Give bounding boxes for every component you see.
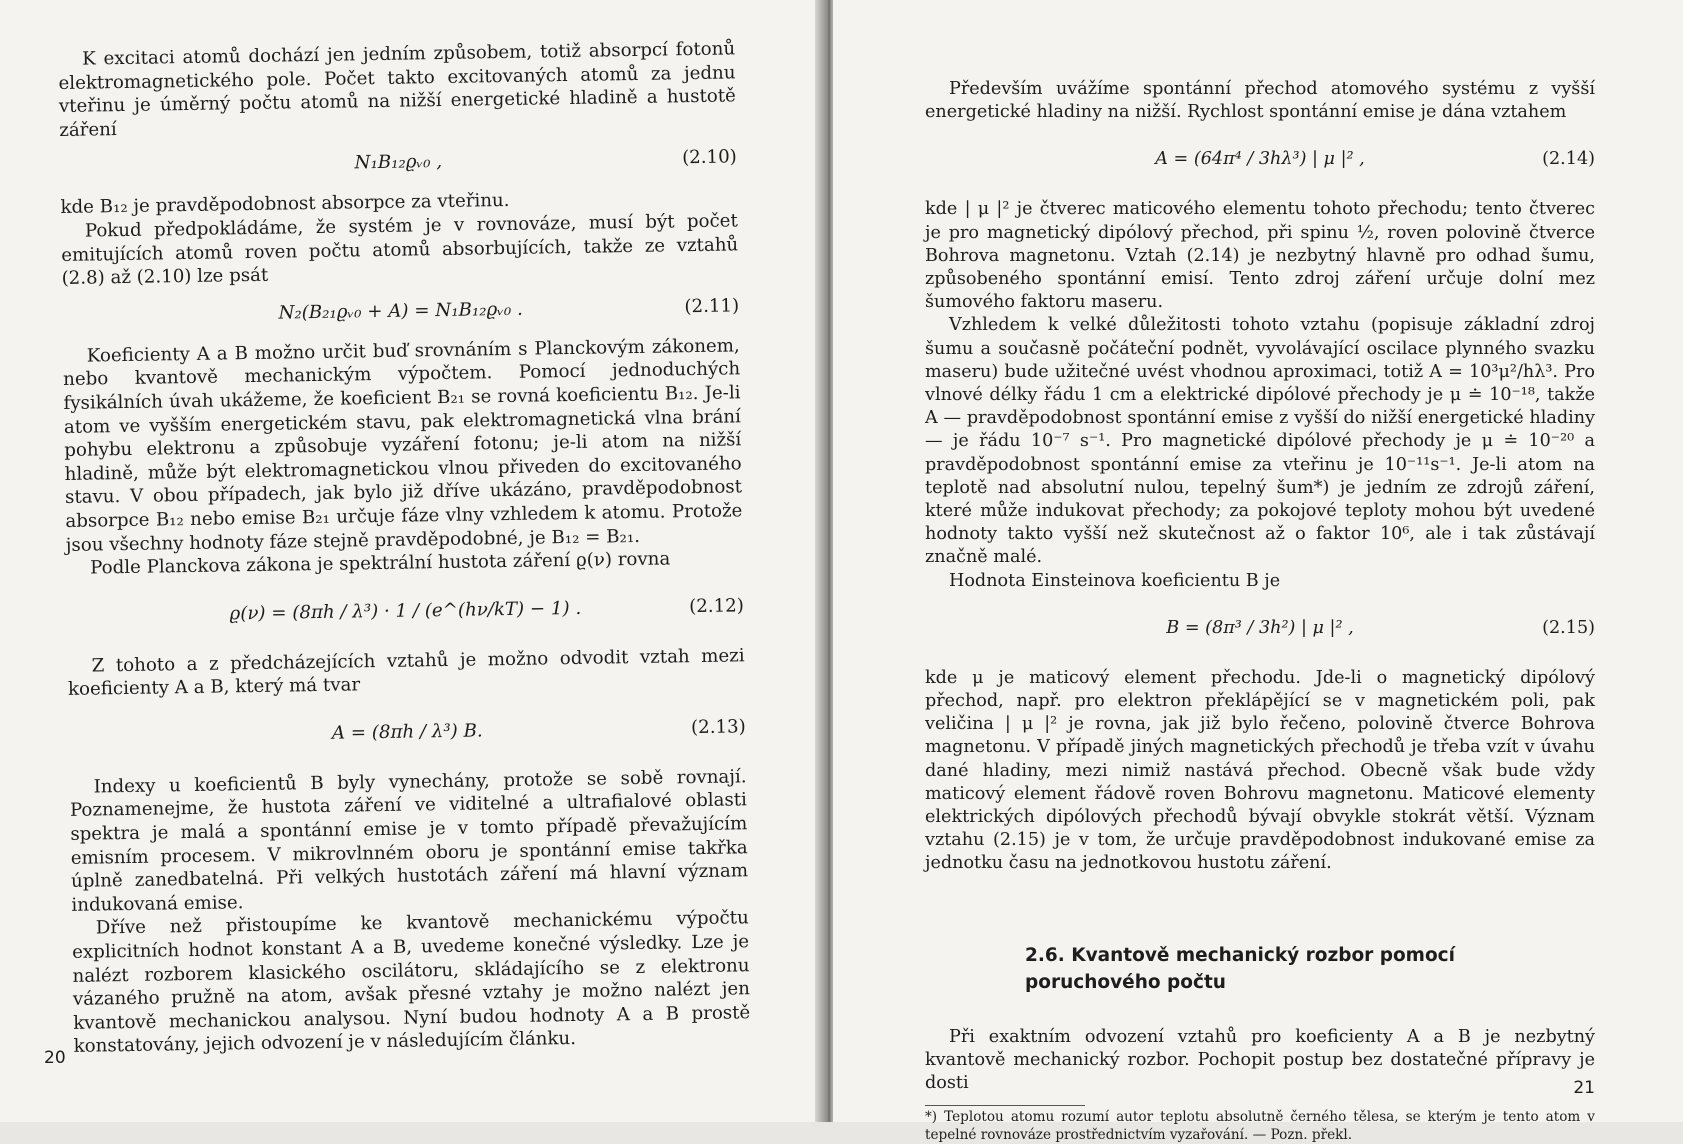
paragraph: Koeficienty A a B možno určit buď srovnáním s Planckovým zákonem, nebo kvantově mechanickým výpočtem. Pomocí jednoduchých fysikálních úvah ukážeme, že koeficient B₂₁ se rovná koeficientu B₁₂. Je-li atom ve vyšším energetickém stavu, pak elektromagnetická vlna brání pohybu elektronu a způsobuje vyzáření fotonu; je-li atom na nižší hladině, může být elektromagnetickou vlnou přiveden do excitovaného stavu. V obou případech, jak bylo již dříve ukázáno, pravděpodobnost absorpce B₁₂ nebo emise B₂₁ určuje fáze vlny vzhledem k atomu. Protože jsou všechny hodnoty fáze stejně pravděpodobné, je B₁₂ = B₂₁.: [63, 335, 743, 556]
paragraph: Dříve než přistoupíme ke kvantově mechanickému výpočtu explicitních hodnot konstant A a B, uvedeme konečné výsledky. Lze je nalézt rozborem klasického oscilátoru, skládajícího se z elektronu vázaného pružně na atom, avšak přesné vztahy je možno nalézt jen kvantově mechanickou analysou. Nyní budou hodnoty A a B prostě konstatovány, jejich odvození je v následujícím článku.: [72, 907, 751, 1058]
equation-number: (2.14): [1542, 149, 1595, 170]
paragraph: Indexy u koeficientů B byly vynechány, protože se sobě rovnají. Poznamenejme, že hustota záření ve viditelné a ultrafialové oblasti spektra je malá a spontánní emise je v tomto případě převažujícím emisním procesem. V mikrovlnném oboru je spontánní emise takřka úplně zanedbatelná. Při velkých hustotách záření má hlavní význam indukovaná emise.: [69, 766, 749, 916]
paragraph: kde | μ |² je čtverec maticového elementu tohoto přechodu; tento čtverec je pro magnetický dipólový přechod, při spinu ½, roven polovině čtverce Bohrova magnetonu. Vztah (2.14) je nezbytný hlavně pro odhad šumu, způsobeného spontánní emisí. Tento zdroj záření určuje dolní mez šumového faktoru maseru.: [925, 199, 1595, 313]
equation-number: (2.11): [684, 295, 740, 317]
right-page-text: [925, 78, 1595, 1144]
paragraph: Hodnota Einsteinova koeficientu B je: [949, 570, 1281, 591]
equation-2-12: [66, 576, 744, 649]
equation-formula: N₂(B₂₁ϱᵥ₀ + A) = N₁B₁₂ϱᵥ₀ .: [278, 298, 523, 324]
paragraph: kde B₁₂ je pravděpodobnost absorpce za vteřinu.: [60, 190, 510, 219]
equation-number: (2.12): [688, 594, 745, 617]
left-page-text: [58, 37, 751, 1059]
paragraph: Vzhledem k velké důležitosti tohoto vztahu (popisuje základní zdroj šumu a současně počáteční podnět, vyvolávající oscilace plynného svazku maseru) bude užitečné uvést vhodnou aproximaci, totiž A = 10³μ²/hλ³. Pro vlnové délky řádu 1 cm a elektrické dipólové přechody je μ ≐ 10⁻¹⁸, takže A — pravděpodobnost spontánní emise z vyšší do nižší energetické hladiny — je řádu 10⁻⁷ s⁻¹. Pro magnetické dipólové přechody je μ ≐ 10⁻²⁰ a pravděpodobnost spontánní emise za vteřinu je 10⁻¹¹s⁻¹. Je-li atom na teplotě nad absolutní nulou, tepelný šum*) je jedním ze zdrojů záření, které může indukovat přechody; za pokojové teploty mohou být uvedené hodnoty takto vyšší než skutečnost až o faktor 10⁶, ale i tak zůstávají značně malé.: [925, 315, 1595, 568]
left-page: [0, 0, 825, 1122]
equation-formula: A = (64π⁴ / 3hλ³) | μ |² ,: [1155, 149, 1365, 170]
equation-formula: ϱ(ν) = (8πh / λ³) · 1 / (e^(hν/kT) − 1) .: [229, 597, 582, 625]
equation-number: (2.10): [681, 146, 737, 169]
equation-2-13: [68, 697, 746, 770]
paragraph: Při exaktním odvození vztahů pro koeficienty A a B je nezbytný kvantově mechanický rozbor. Pochopit postup bez dostatečné přípravy je dosti: [925, 1026, 1595, 1094]
equation-2-11: [62, 286, 740, 339]
section-heading: 2.6. Kvantově mechanický rozbor pomocí poruchového počtu: [1025, 944, 1455, 993]
equation-2-10: [60, 138, 738, 191]
equation-formula: B = (8π³ / 3h²) | μ |² ,: [1166, 617, 1354, 638]
footnote: *) Teplotou atomu rozumí autor teplotu absolutně černého tělesa, se kterým je tento atom v tepelné rovnováze prostřednictvím vyzařování. — Pozn. překl.: [925, 1109, 1595, 1144]
equation-formula: N₁B₁₂ϱᵥ₀ ,: [354, 151, 443, 174]
right-page: [833, 0, 1683, 1144]
footnote-rule: [925, 1105, 1085, 1106]
equation-formula: A = (8πh / λ³) B.: [331, 720, 483, 744]
page-number: 20: [44, 1048, 66, 1068]
paragraph: Z tohoto a z předcházejících vztahů je možno odvodit vztah mezi koeficienty A a B, který má tvar: [67, 644, 745, 701]
equation-2-14: [925, 130, 1595, 192]
paragraph: Podle Planckova zákona je spektrální hustota záření ϱ(ν) rovna: [90, 548, 671, 579]
paragraph: kde μ je maticový element přechodu. Jde-li o magnetický dipólový přechod, např. pro elektron překlápějící se v magnetickém poli, pak veličina | μ |² je rovna, jak již bylo řečeno, polovině čtverce Bohrova magnetonu. V případě jiných magnetických přechodů je třeba vzít v úvahu dané hladiny, mezi nimiž nastává přechod. Obecně však bude vždy maticový element řádově roven Bohrovu magnetonu. Maticové elementy elektrických dipólových přechodů bývají obvykle stokrát větší. Význam vztahu (2.15) je v tom, že určuje pravděpodobnost indukované emise za jednotku času na jednotkovou hustotu záření.: [925, 667, 1595, 874]
page-number: 21: [1573, 1078, 1595, 1098]
paragraph: Především uvážíme spontánní přechod atomového systému z vyšší energetické hladiny na nižší. Rychlost spontánní emise je dána vztahem: [925, 79, 1595, 123]
equation-number: (2.15): [1542, 617, 1595, 638]
paragraph: Pokud předpokládáme, že systém je v rovnováze, musí být počet emitujících atomů roven počtu atomů absorbujících, takže ze vztahů (2.8) až (2.10) lze psát: [61, 210, 739, 290]
equation-number: (2.13): [690, 716, 746, 739]
equation-2-15: [925, 599, 1595, 661]
paragraph: K excitaci atomů dochází jen jedním způsobem, totiž absorpcí fotonů elektromagnetického pole. Počet takto excitovaných atomů za jednu vteřinu je úměrný počtu atomů na nižší energetické hladině a hustotě záření: [58, 38, 737, 141]
